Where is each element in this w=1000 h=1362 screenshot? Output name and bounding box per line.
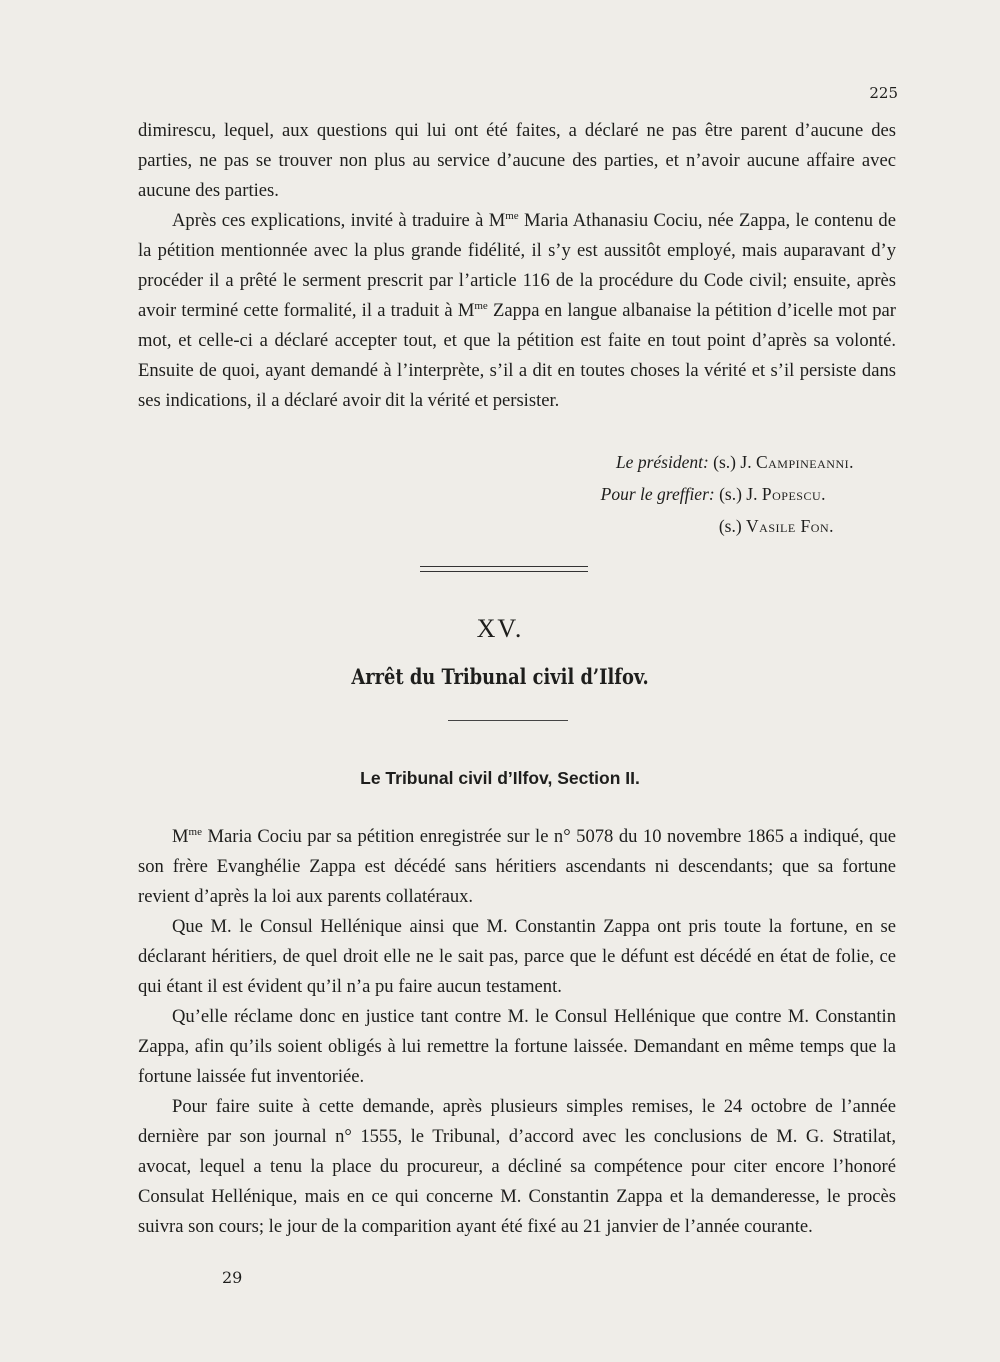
signature-president: Le président: (s.) J. Campineanni.	[615, 452, 854, 472]
top-text-block	[138, 116, 896, 416]
paragraph-4: Que M. le Consul Hellénique ainsi que M. Constantin Zappa ont pris toute la fortune, en se déclarant héritiers, de quel droit elle ne le sait pas, parce que le défunt est décédé en état de folie, ce qui étant il est évident qu’il n’a pu faire aucun testament.	[138, 916, 896, 997]
signature-interpreter: (s.) Vasile Fon.	[718, 516, 834, 536]
section-separator	[420, 566, 588, 572]
page-number: 225	[869, 84, 898, 102]
bottom-text-block	[138, 822, 896, 1242]
paragraph-1: dimirescu, lequel, aux questions qui lui ont été faites, a déclaré ne pas être parent d’aucune des parties, ne pas se trouver non plus au service d’aucune des parties, et n’avoir aucune affaire avec aucune des parties.	[138, 120, 896, 201]
paragraph-6: Pour faire suite à cette demande, après plusieurs simples remises, le 24 octobre de l’année dernière par son journal n° 1555, le Tribunal, d’accord avec les conclusions de M. G. Stratilat, avocat, lequel a tenu la place du procureur, a décliné sa compétence pour citer encore l’honoré Consulat Hellénique, mais en ce qui concerne M. Constantin Zappa et la demanderesse, le procès suivra son cours; le jour de la comparition ayant été fixé au 21 janvier de l’année courante.	[138, 1096, 896, 1237]
signature-greffier: Pour le greffier: (s.) J. Popescu.	[600, 484, 826, 504]
section-title: Arrêt du Tribunal civil d’Ilfov.	[351, 664, 649, 689]
subheading: Le Tribunal civil d’Ilfov, Section II.	[360, 768, 640, 788]
paragraph-3: $M^{me}$ Maria Cociu par sa pétition enregistrée sur le n° 5078 du 10 novembre 1865 a indiqué, que son frère Evanghélie Zappa est décédé sans héritiers ascendants ni descendants; que sa fortune revient d’après la loi aux parents collatéraux.	[138, 825, 896, 907]
title-rule	[448, 720, 568, 721]
paragraph-2: Après ces explications, invité à traduire à $M^{me}$ Maria Athanasiu Cociu, née Zappa, le contenu de la pétition mentionnée avec la plus grande fidélité, il s’y est aussitôt employé, mais auparavant d’y procéder il a prêté le serment prescrit par l’article 116 de la procédure du Code civil; ensuite, après avoir terminé cette formalité, il a traduit à $M^{me}$ Zappa en langue albanaise la pétition d’icelle mot par mot, et celle-ci a déclaré accepter tout, et que la pétition est faite en tout point d’après sa volonté. Ensuite de quoi, ayant demandé à l’interprète, s’il a dit en toutes choses la vérité et s’il persiste dans ses indications, il a déclaré avoir dit la vérité et persister.	[138, 209, 896, 411]
signatures-block	[138, 446, 896, 542]
section-number: XV.	[476, 614, 524, 643]
paragraph-5: Qu’elle réclame donc en justice tant contre M. le Consul Hellénique que contre M. Constantin Zappa, afin qu’ils soient obligés à lui remettre la fortune laissée. Demandant en même temps que la fortune laissée fut inventoriée.	[138, 1006, 896, 1087]
signature-mark: 29	[222, 1268, 243, 1287]
